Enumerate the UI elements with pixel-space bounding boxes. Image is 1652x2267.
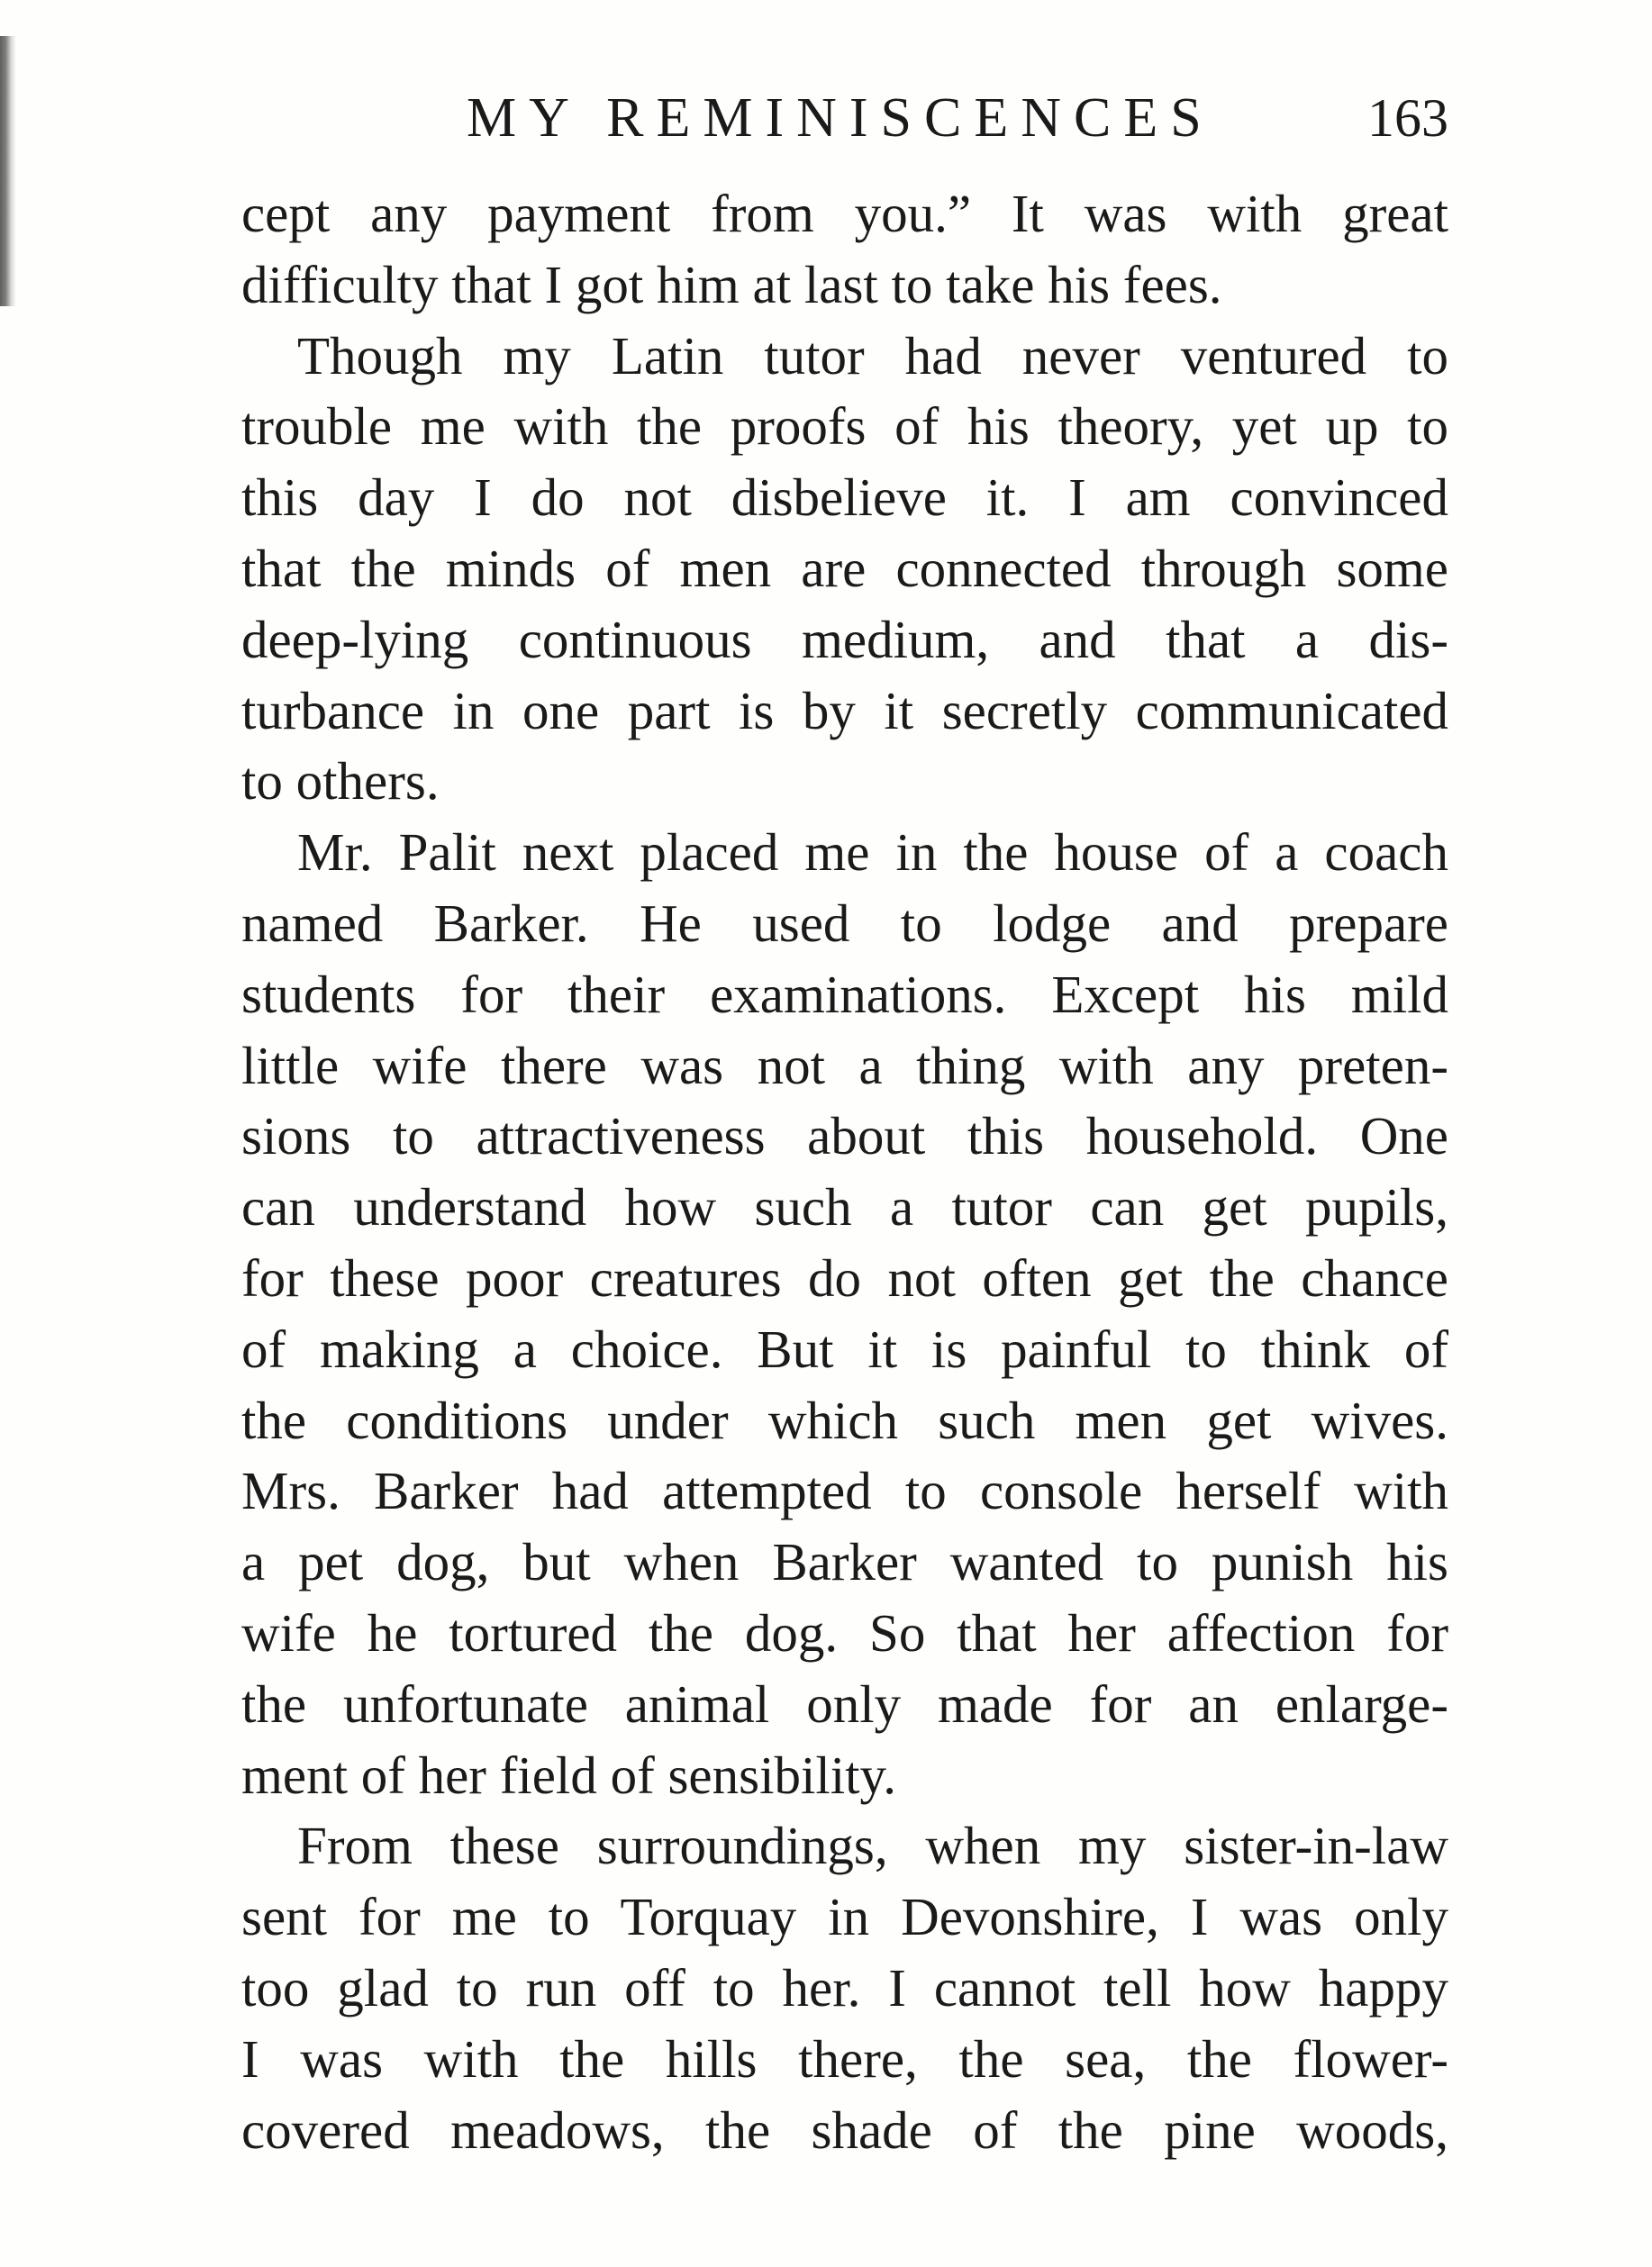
text-line: Though my Latin tutor had never ventured to bbox=[297, 325, 1448, 385]
binding-shadow bbox=[0, 36, 16, 306]
text-line: deep-lying continuous medium, and that a dis- bbox=[241, 609, 1448, 669]
text-line: too glad to run off to her. I cannot tell how happy bbox=[241, 1957, 1448, 2018]
body-text bbox=[241, 178, 1448, 2165]
text-line: I was with the hills there, the sea, the flower- bbox=[241, 2028, 1448, 2089]
text-line: Mrs. Barker had attempted to console herself with bbox=[241, 1461, 1448, 1521]
text-line: students for their examinations. Except his mild bbox=[241, 964, 1448, 1024]
page-number: 163 bbox=[1367, 88, 1448, 148]
text-line: trouble me with the proofs of his theory, yet up to bbox=[241, 396, 1448, 457]
text-line: the unfortunate animal only made for an enlarge- bbox=[241, 1673, 1448, 1734]
text-line: a pet dog, but when Barker wanted to punish his bbox=[241, 1532, 1448, 1592]
text-line: wife he tortured the dog. So that her affection for bbox=[241, 1602, 1448, 1663]
text-line: named Barker. He used to lodge and prepare bbox=[241, 893, 1448, 953]
text-line: From these surroundings, when my sister-in-law bbox=[297, 1816, 1448, 1876]
running-head bbox=[241, 77, 1448, 159]
text-line: turbance in one part is by it secretly communicated bbox=[241, 680, 1448, 740]
text-line: sent for me to Torquay in Devonshire, I was only bbox=[241, 1887, 1448, 1947]
text-line: can understand how such a tutor can get pupils, bbox=[241, 1177, 1448, 1238]
text-line: sions to attractiveness about this household. One bbox=[241, 1106, 1448, 1166]
text-line: difficulty that I got him at last to take his fees. bbox=[241, 254, 1222, 314]
text-line: the conditions under which such men get wives. bbox=[241, 1390, 1448, 1450]
running-title: MY REMINISCENCES bbox=[467, 87, 1214, 149]
text-line: ment of her field of sensibility. bbox=[241, 1745, 896, 1805]
text-line: for these poor creatures do not often get the chance bbox=[241, 1247, 1448, 1308]
text-line: this day I do not disbelieve it. I am convinced bbox=[241, 467, 1448, 528]
text-line: Mr. Palit next placed me in the house of a coach bbox=[297, 822, 1448, 883]
text-line: of making a choice. But it is painful to think of bbox=[241, 1319, 1448, 1379]
text-line: covered meadows, the shade of the pine woods, bbox=[241, 2099, 1448, 2160]
text-line: to others. bbox=[241, 751, 440, 812]
text-line: that the minds of men are connected through some bbox=[241, 538, 1448, 598]
text-line: little wife there was not a thing with any preten- bbox=[241, 1035, 1448, 1095]
text-line: cept any payment from you.” It was with great bbox=[241, 184, 1448, 243]
